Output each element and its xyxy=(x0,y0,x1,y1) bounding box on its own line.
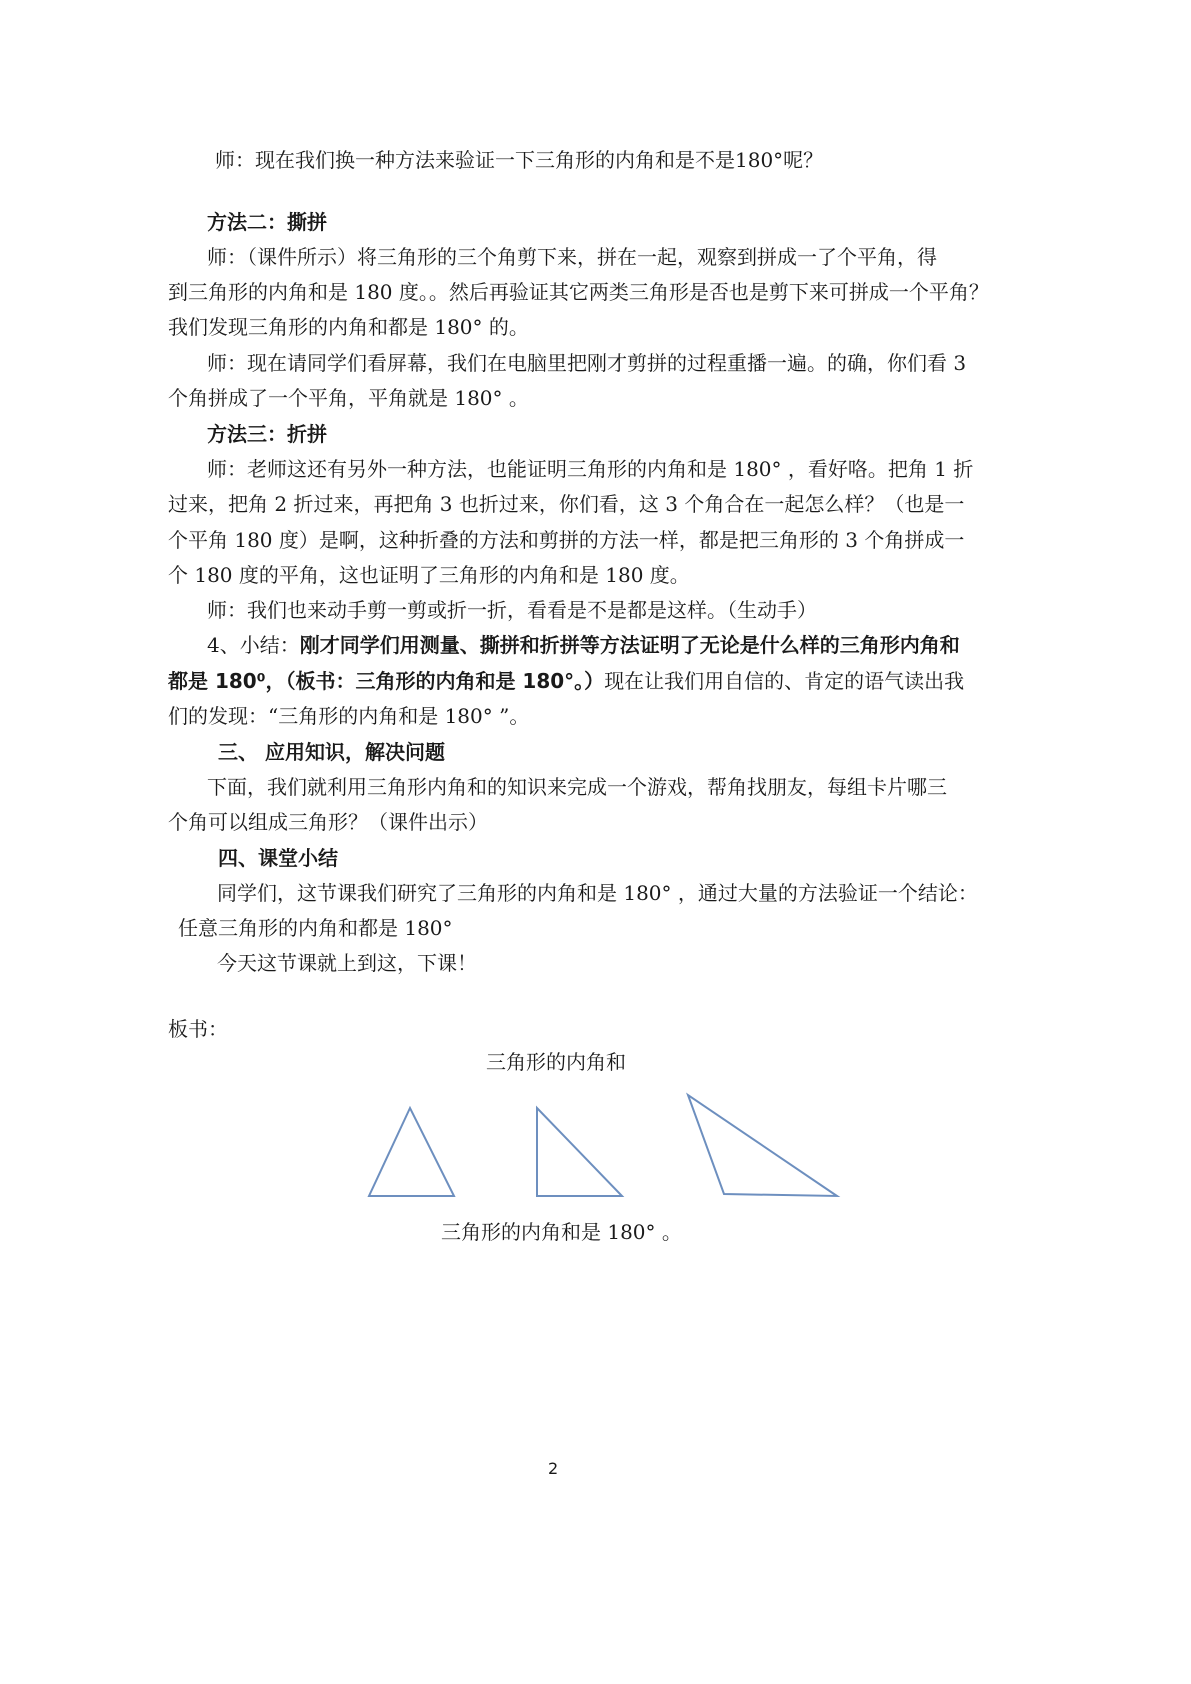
method2-line-5: 个角拼成了一个平角，平角就是 180° 。 xyxy=(168,386,529,410)
summary-prefix: 4、小结： xyxy=(207,633,300,657)
board-label: 板书： xyxy=(168,1017,228,1041)
page-number: 2 xyxy=(548,1459,559,1478)
board-caption: 三角形的内角和是 180° 。 xyxy=(441,1220,682,1244)
section3-line-1: 下面，我们就利用三角形内角和的知识来完成一个游戏，帮角找朋友，每组卡片哪三 xyxy=(207,775,947,799)
method2-line-2: 到三角形的内角和是 180 度。。然后再验证其它两类三角形是否也是剪下来可拼成一个平角？ xyxy=(168,280,989,304)
method2-line-1: 师：（课件所示）将三角形的三个角剪下来，拼在一起，观察到拼成一了个平角，得 xyxy=(207,245,937,269)
section3-title: 三、 应用知识，解决问题 xyxy=(218,740,445,764)
method3-line-1: 师：老师这还有另外一种方法，也能证明三角形的内角和是 180° ，看好咯。把角 1 折 xyxy=(207,457,974,481)
method2-line-4: 师：现在请同学们看屏幕，我们在电脑里把刚才剪拼的过程重播一遍。的确，你们看 3 xyxy=(207,351,967,375)
summary-bold-text: 刚才同学们用测量、撕拼和折拼等方法证明了无论是什么样的三角形内角和 xyxy=(299,633,960,657)
summary-board-text: 都是 180⁰，（板书：三角形的内角和是 180°。） xyxy=(168,669,605,693)
section4-line-3: 今天这节课就上到这，下课！ xyxy=(217,951,477,975)
teacher-line-intro: 师：现在我们换一种方法来验证一下三角形的内角和是不是180°呢？ xyxy=(215,148,824,172)
board-title: 三角形的内角和 xyxy=(486,1050,626,1074)
acute-triangle xyxy=(369,1108,454,1196)
method2-title: 方法二：撕拼 xyxy=(207,210,327,234)
method3-line-3: 个平角 180 度）是啊，这种折叠的方法和剪拼的方法一样，都是把三角形的 3 个角拼成一 xyxy=(168,528,965,552)
right-triangle xyxy=(537,1108,622,1196)
section4-line-2: 任意三角形的内角和都是 180° xyxy=(178,916,453,940)
summary-line-2-rest: 现在让我们用自信的、肯定的语气读出我 xyxy=(604,669,965,693)
method2-line-3: 我们发现三角形的内角和都是 180° 的。 xyxy=(168,315,529,339)
section4-line-1: 同学们，这节课我们研究了三角形的内角和是 180° ，通过大量的方法验证一个结论： xyxy=(217,881,978,905)
section4-title: 四、课堂小结 xyxy=(218,846,338,870)
method3-line-5: 师：我们也来动手剪一剪或折一折，看看是不是都是这样。（生动手） xyxy=(207,598,817,622)
summary-line-3: 们的发现：“三角形的内角和是 180° ”。 xyxy=(168,704,530,728)
method3-line-4: 个 180 度的平角，这也证明了三角形的内角和是 180 度。 xyxy=(168,563,690,587)
obtuse-triangle xyxy=(688,1095,837,1196)
method3-title: 方法三：折拼 xyxy=(207,422,327,446)
method3-line-2: 过来，把角 2 折过来，再把角 3 也折过来，你们看，这 3 个角合在一起怎么样？（也是一 xyxy=(168,492,965,516)
section3-line-2: 个角可以组成三角形？（课件出示） xyxy=(168,810,488,834)
